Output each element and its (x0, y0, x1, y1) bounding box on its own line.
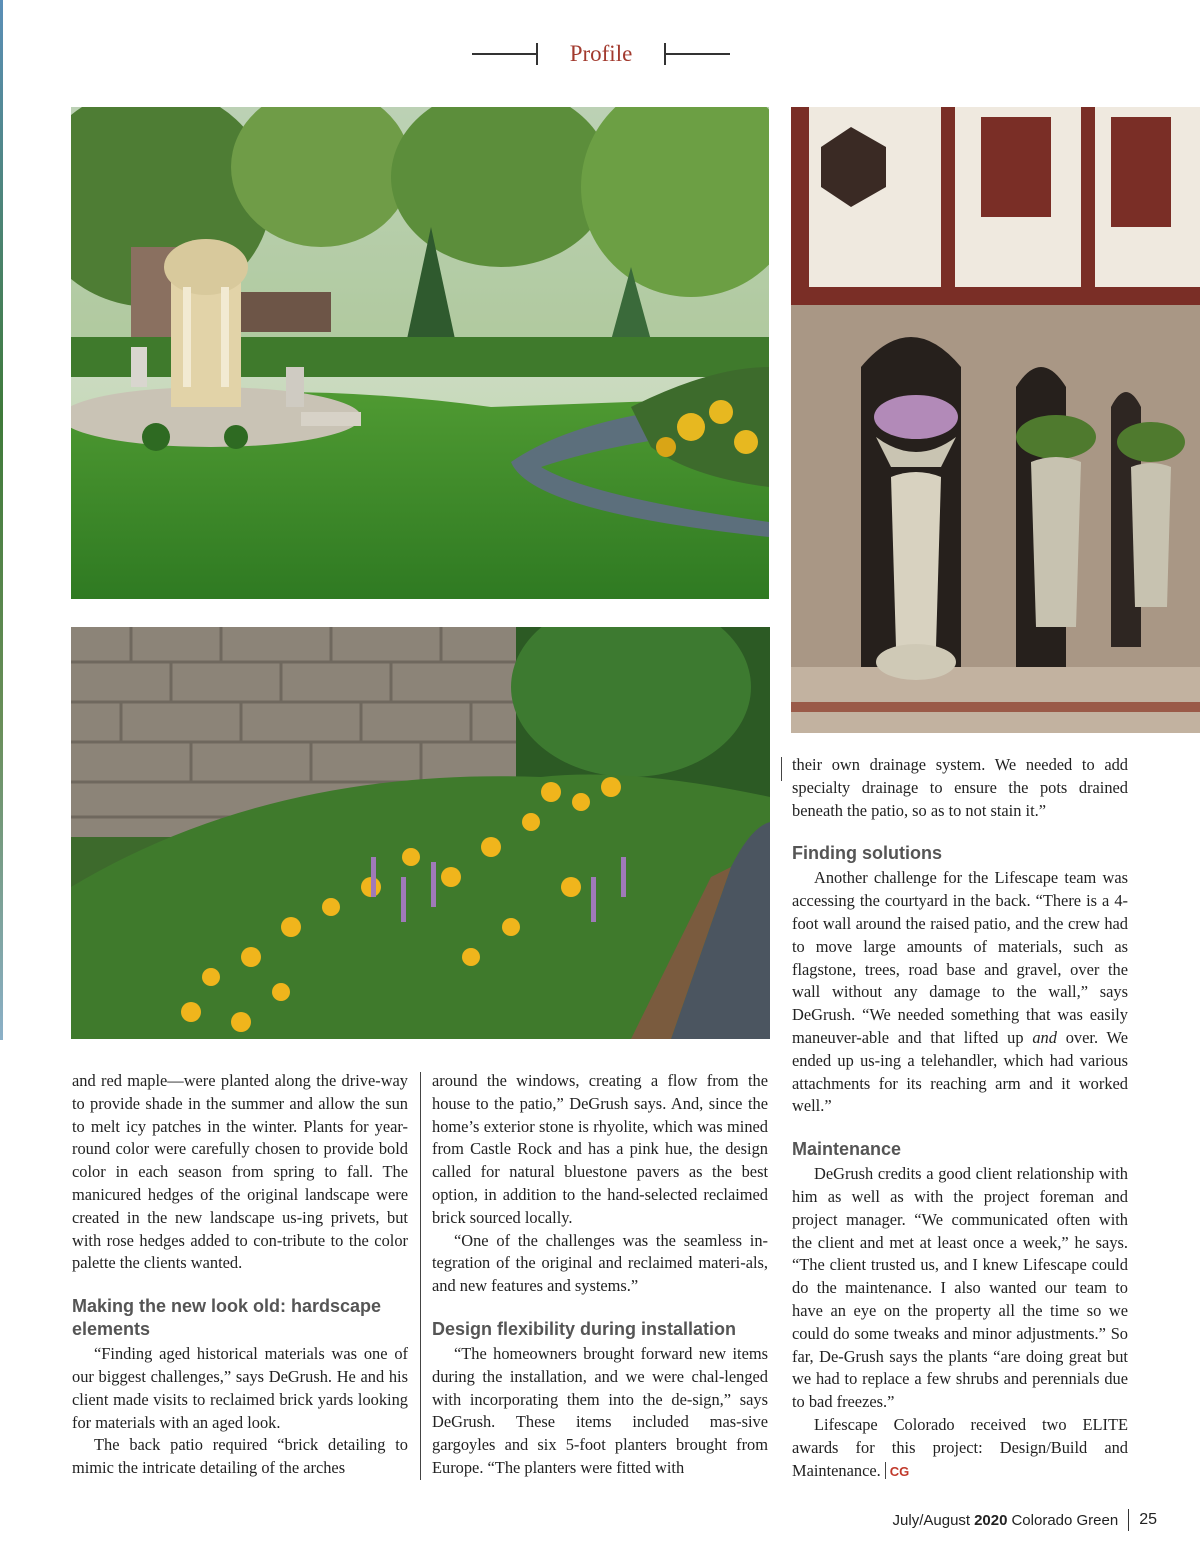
page-number: 25 (1139, 1511, 1157, 1528)
text-column-2 (432, 1070, 768, 1480)
text-run: over. We ended up us-ing a telehandler, which had various attachments for its reaching arm and it worked well.” (792, 1027, 1128, 1116)
column-divider-2 (781, 757, 782, 781)
paragraph: and red maple—were planted along the drive-way to provide shade in the summer and allow the sun to melt icy patches in the winter. Plants for year-round color were carefully chosen to provide bold color in each season from spring to fall. The manicured hedges of the original landscape were created in the new landscape us-ing privets, but with rose hedges added to con-tribute to the color palette the clients wanted. (72, 1071, 408, 1273)
text-run: Lifescape Colorado received two ELITE awards for this project: Design/Build and Maintenance. (792, 1414, 1128, 1480)
header-rule-right (664, 53, 730, 55)
section-header (470, 38, 732, 70)
end-mark-divider (885, 1462, 886, 1479)
adjacent-page-edge (0, 0, 3, 1040)
paragraph: their own drainage system. We needed to add specialty drainage to ensure the pots drained beneath the patio, so as to not stain it.” (792, 755, 1128, 820)
garden-fountain-photo (71, 107, 769, 599)
emphasis: and (1032, 1027, 1057, 1047)
stone-wall-flowerbed-photo (71, 627, 770, 1039)
paragraph (792, 867, 1128, 1118)
column-divider-1 (420, 1072, 421, 1480)
text-column-1 (72, 1070, 408, 1480)
paragraph: “Finding aged historical materials was one of our biggest challenges,” says DeGrush. He and his client made visits to reclaimed brick yards looking for materials with an aged look. (72, 1344, 408, 1432)
subheading-design-flexibility: Design flexibility during installation (432, 1318, 737, 1339)
tudor-facade-gargoyle-planters-photo (791, 107, 1200, 733)
paragraph: around the windows, creating a flow from the house to the patio,” DeGrush says. And, since the home’s exterior stone is rhyolite, which was mined from Castle Rock and has a pink hue, the design called for natural bluestone pavers as the best option, in addition to the hand-selected reclaimed brick sourced locally. (432, 1071, 768, 1227)
subheading-making-new-look-old: Making the new look old: hardscape elements (72, 1296, 382, 1340)
subheading-maintenance: Maintenance (792, 1139, 902, 1160)
paragraph: DeGrush credits a good client relationship with him as well as with the project foreman and project manager. “We communicated often with the client and met at least once a week,” he says. “The client trusted us, and I knew Lifescape could do the maintenance. I also wanted our team to have an eye on the property all the time so we could do some tweaks and minor adjustments.” So far, De-Grush says the plants “are doing great but we had to replace a few shrubs and perennials due to bad freezes.” (792, 1164, 1128, 1412)
section-title: Profile (569, 41, 633, 66)
subheading-finding-solutions: Finding solutions (792, 843, 942, 864)
paragraph (792, 1414, 1128, 1483)
paragraph: The back patio required “brick detailing to mimic the intricate detailing of the arches (72, 1435, 408, 1478)
issue-label: July/August (892, 1511, 971, 1529)
paragraph: “One of the challenges was the seamless in-tegration of the original and reclaimed materi-als, and new features and systems.” (432, 1230, 768, 1296)
paragraph: “The homeowners brought forward new items during the installation, and we were chal-lenged with incorporating them into the de-sign,” says DeGrush. These items included mas-sive gargoyles and six 5-foot planters brought from Europe. “The planters were fitted with (432, 1343, 768, 1477)
issue-year: 2020 (974, 1511, 1008, 1529)
text-run: Another challenge for the Lifescape team was accessing the courtyard in the back. “There is a 4-foot wall around the raised patio, and the crew had to move large amounts of materials, such as flagstone, trees, road base and gravel, over the wall without any damage to the wall,” says DeGrush. “We needed something that was easily maneuver-able and that lifted up (792, 868, 1128, 1047)
footer-divider (1128, 1509, 1129, 1531)
text-column-3 (792, 754, 1128, 1483)
magazine-name: Colorado Green (1011, 1511, 1119, 1529)
end-mark-logo: CG (889, 1463, 910, 1479)
page-footer (893, 1508, 1157, 1532)
